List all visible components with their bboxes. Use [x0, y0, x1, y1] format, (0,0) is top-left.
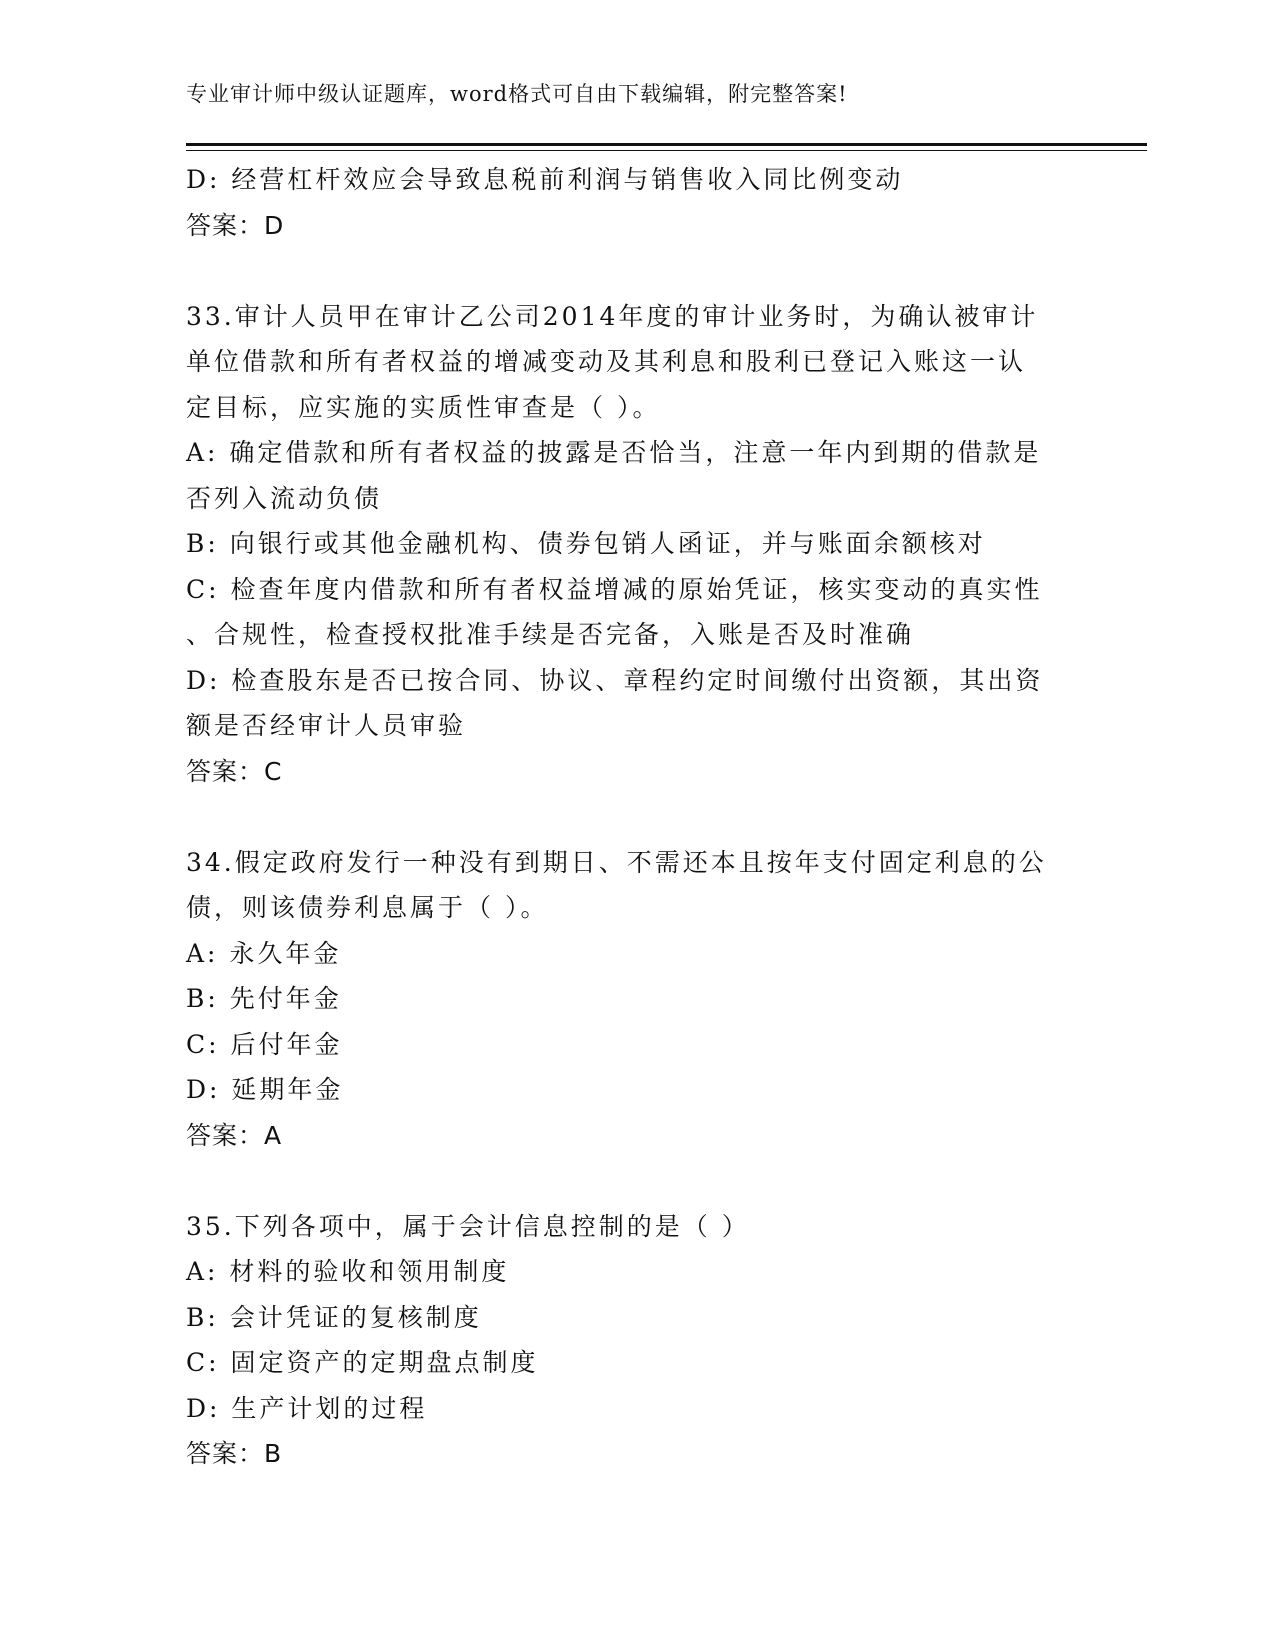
option-a-continued: 否列入流动负债	[186, 483, 383, 513]
question-stem-line: 35.下列各项中，属于会计信息控制的是（ ）	[186, 1211, 750, 1241]
question-list	[186, 157, 1086, 1477]
option-c-continued: 、合规性，检查授权批准手续是否完备，入账是否及时准确	[186, 620, 915, 649]
answer-line: 答案：D	[186, 210, 285, 240]
page-header: 专业审计师中级认证题库，word格式可自由下载编辑，附完整答案!	[186, 82, 848, 106]
option-b: B: 先付年金	[186, 984, 342, 1013]
option-a: A: 永久年金	[186, 938, 342, 968]
question-34	[186, 840, 1086, 1159]
question-35	[186, 1204, 1086, 1477]
question-stem-line: 单位借款和所有者权益的增减变动及其利息和股利已登记入账这一认	[186, 347, 1027, 376]
option-d: D: 检查股东是否已按合同、协议、章程约定时间缴付出资额，其出资	[186, 665, 1044, 695]
option-a: A: 确定借款和所有者权益的披露是否恰当，注意一年内到期的借款是	[186, 438, 1042, 467]
question-stem-line: 34.假定政府发行一种没有到期日、不需还本且按年支付固定利息的公	[186, 847, 1047, 877]
question-stem-line: 33.审计人员甲在审计乙公司2014年度的审计业务时，为确认被审计	[186, 301, 1039, 331]
option-d: D: 延期年金	[186, 1075, 344, 1104]
option-b: B: 向银行或其他金融机构、债券包销人函证，并与账面余额核对	[186, 529, 986, 558]
answer-line: 答案：A	[186, 1120, 283, 1150]
question-33	[186, 294, 1086, 795]
option-a: A: 材料的验收和领用制度	[186, 1257, 510, 1286]
option-c: C: 后付年金	[186, 1029, 343, 1059]
spacer	[186, 794, 1086, 840]
spacer	[186, 1158, 1086, 1204]
option-d-continued: 额是否经审计人员审验	[186, 711, 467, 740]
question-stem-line: 债，则该债券利息属于（ ）。	[186, 893, 549, 922]
option-b: B: 会计凭证的复核制度	[186, 1302, 482, 1332]
option-d: D: 经营杠杆效应会导致息税前利润与销售收入同比例变动	[186, 165, 904, 194]
answer-line: 答案：C	[186, 756, 283, 786]
option-d: D: 生产计划的过程	[186, 1393, 428, 1423]
header-rule-thick	[186, 143, 1147, 146]
option-c: C: 固定资产的定期盘点制度	[186, 1348, 539, 1377]
header-rule-thin	[186, 150, 1147, 151]
question-stem-line: 定目标，应实施的实质性审查是（ ）。	[186, 392, 661, 422]
option-c: C: 检查年度内借款和所有者权益增减的原始凭证，核实变动的真实性	[186, 574, 1043, 604]
answer-line: 答案：B	[186, 1439, 283, 1468]
prev-question	[186, 157, 1086, 248]
spacer	[186, 248, 1086, 294]
